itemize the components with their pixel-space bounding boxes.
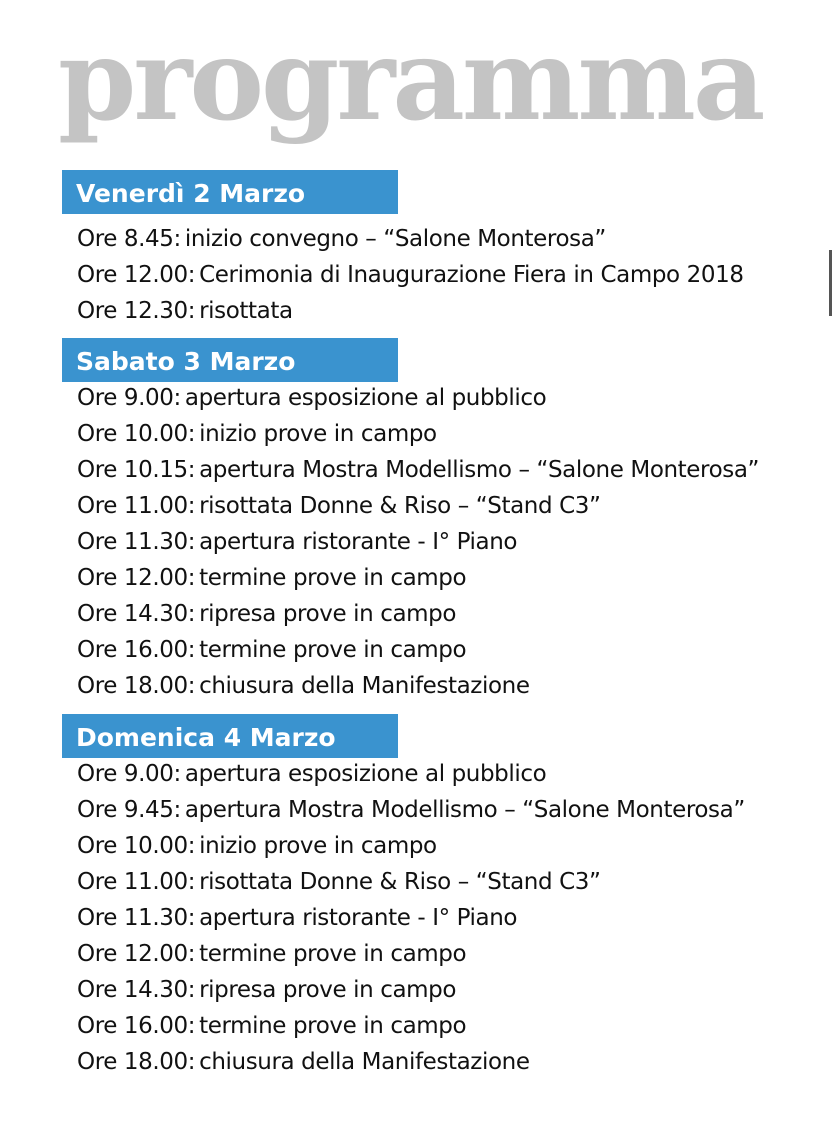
event-description: apertura esposizione al pubblico [184,761,547,787]
event-time: Ore 11.30: [77,905,196,931]
event-description: apertura esposizione al pubblico [184,385,547,411]
event-description: inizio prove in campo [199,833,437,859]
event-time: Ore 14.30: [77,601,196,627]
day-header-sabato [62,338,398,382]
day-header-label: Sabato 3 Marzo [76,347,296,376]
schedule-row [77,488,759,524]
event-time: Ore 12.30: [77,298,196,324]
event-time: Ore 11.00: [77,869,196,895]
event-description: risottata [199,298,293,324]
schedule-row [77,864,745,900]
event-time: Ore 12.00: [77,565,196,591]
schedule-row [77,756,745,792]
schedule-row [77,596,759,632]
schedule-row [77,936,745,972]
event-time: Ore 9.00: [77,761,181,787]
schedule-list-sabato [77,380,759,704]
schedule-list-venerdi [77,221,744,329]
day-header-venerdi [62,170,398,214]
event-time: Ore 16.00: [77,1013,196,1039]
schedule-row [77,792,745,828]
page-title: programma [58,15,763,146]
schedule-row [77,668,759,704]
event-time: Ore 11.30: [77,529,196,555]
day-header-domenica [62,714,398,758]
event-description: termine prove in campo [199,565,467,591]
event-description: chiusura della Manifestazione [199,673,530,699]
schedule-row [77,452,759,488]
event-time: Ore 9.00: [77,385,181,411]
schedule-row [77,900,745,936]
event-description: inizio convegno – “Salone Monterosa” [184,226,606,252]
event-time: Ore 11.00: [77,493,196,519]
schedule-row [77,380,759,416]
event-time: Ore 12.00: [77,941,196,967]
schedule-row [77,828,745,864]
event-description: apertura ristorante - I° Piano [199,529,518,555]
event-description: chiusura della Manifestazione [199,1049,530,1075]
event-time: Ore 18.00: [77,1049,196,1075]
schedule-row [77,257,744,293]
event-time: Ore 8.45: [77,226,181,252]
event-time: Ore 10.00: [77,833,196,859]
event-time: Ore 9.45: [77,797,181,823]
schedule-list-domenica [77,756,745,1080]
event-description: Cerimonia di Inaugurazione Fiera in Campo 2018 [199,262,744,288]
event-description: termine prove in campo [199,1013,467,1039]
event-description: ripresa prove in campo [199,601,457,627]
schedule-row [77,293,744,329]
event-description: risottata Donne & Riso – “Stand C3” [199,493,601,519]
schedule-row [77,221,744,257]
event-time: Ore 10.00: [77,421,196,447]
event-time: Ore 18.00: [77,673,196,699]
schedule-row [77,632,759,668]
event-time: Ore 14.30: [77,977,196,1003]
event-description: apertura Mostra Modellismo – “Salone Monterosa” [184,797,745,823]
day-header-label: Venerdì 2 Marzo [76,179,306,208]
event-time: Ore 16.00: [77,637,196,663]
event-description: inizio prove in campo [199,421,437,447]
schedule-row [77,560,759,596]
schedule-row [77,416,759,452]
event-description: termine prove in campo [199,637,467,663]
event-description: apertura Mostra Modellismo – “Salone Monterosa” [199,457,760,483]
day-header-label: Domenica 4 Marzo [76,723,336,752]
event-description: ripresa prove in campo [199,977,457,1003]
event-description: risottata Donne & Riso – “Stand C3” [199,869,601,895]
schedule-row [77,1008,745,1044]
event-time: Ore 10.15: [77,457,196,483]
event-time: Ore 12.00: [77,262,196,288]
schedule-row [77,524,759,560]
event-description: apertura ristorante - I° Piano [199,905,518,931]
schedule-row [77,972,745,1008]
event-description: termine prove in campo [199,941,467,967]
schedule-row [77,1044,745,1080]
